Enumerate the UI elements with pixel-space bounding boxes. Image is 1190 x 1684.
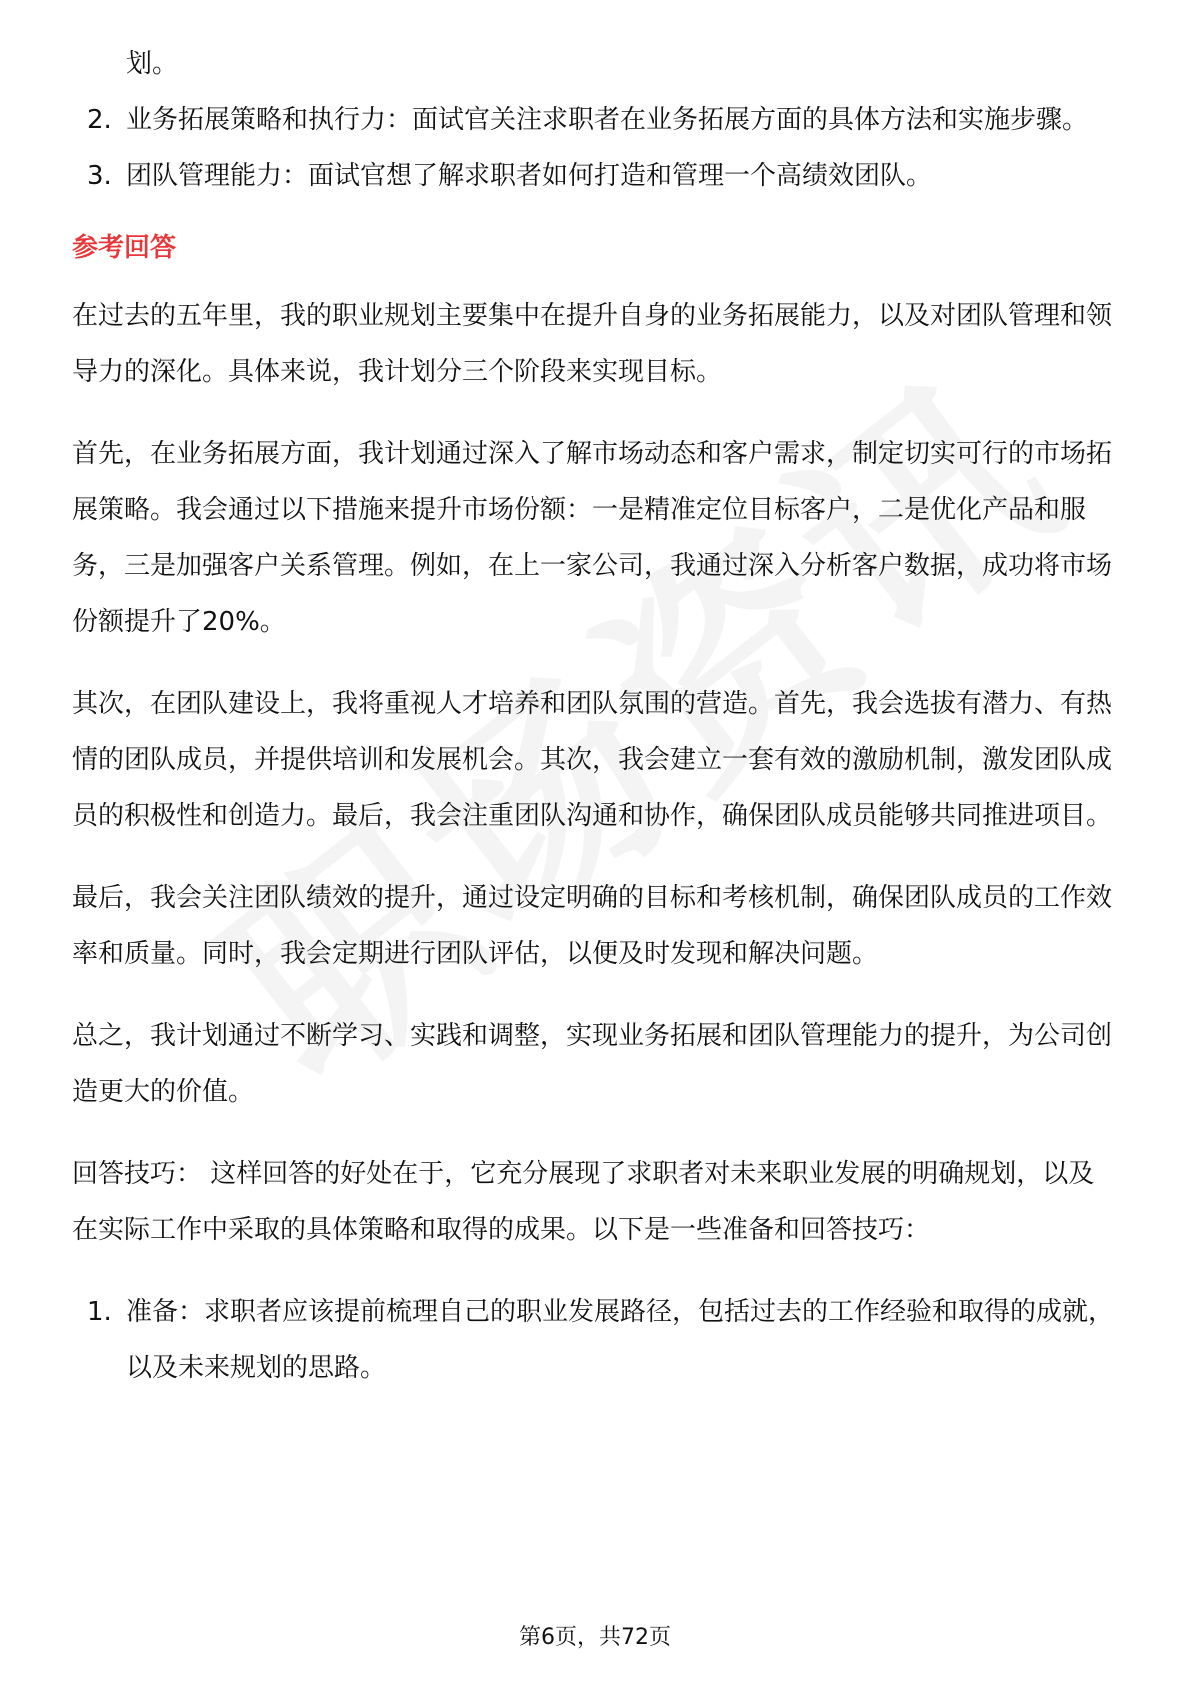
list-number: 1. (87, 1297, 112, 1327)
list-item-text: 团队管理能力：面试官想了解求职者如何打造和管理一个高绩效团队。 (126, 161, 933, 191)
list-number: 3. (87, 161, 112, 191)
list-item-text: 划。 (126, 49, 179, 79)
page-content (72, 40, 1118, 1396)
section-heading: 参考回答 (72, 233, 177, 263)
list-item (72, 1284, 1118, 1396)
paragraph: 最后，我会关注团队绩效的提升，通过设定明确的目标和考核机制，确保团队成员的工作效率和质量。同时，我会定期进行团队评估，以便及时发现和解决问题。 (72, 883, 1113, 969)
paragraph: 首先，在业务拓展方面，我计划通过深入了解市场动态和客户需求，制定切实可行的市场拓展策略。我会通过以下措施来提升市场份额：一是精准定位目标客户，二是优化产品和服务，三是加强客户关系管理。例如，在上一家公司，我通过深入分析客户数据，成功将市场份额提升了20%。 (72, 439, 1113, 637)
paragraph: 其次，在团队建设上，我将重视人才培养和团队氛围的营造。首先，我会选拔有潜力、有热情的团队成员，并提供培训和发展机会。其次，我会建立一套有效的激励机制，激发团队成员的积极性和创造力。最后，我会注重团队沟通和协作，确保团队成员能够共同推进项目。 (72, 689, 1113, 831)
paragraph: 总之，我计划通过不断学习、实践和调整，实现业务拓展和团队管理能力的提升，为公司创造更大的价值。 (72, 1021, 1113, 1107)
list-item-continuation (72, 36, 1118, 92)
list-number: 2. (87, 105, 112, 135)
answer-tips-paragraph: 回答技巧： 这样回答的好处在于，它充分展现了求职者对未来职业发展的明确规划，以及在实际工作中采取的具体策略和取得的成果。以下是一些准备和回答技巧： (72, 1159, 1095, 1245)
list-item-text: 准备：求职者应该提前梳理自己的职业发展路径，包括过去的工作经验和取得的成就，以及未来规划的思路。 (126, 1297, 1115, 1383)
list-item (72, 148, 1118, 204)
page-number-footer: 第6页，共72页 (519, 1625, 671, 1650)
list-item (72, 92, 1118, 148)
paragraph: 在过去的五年里，我的职业规划主要集中在提升自身的业务拓展能力，以及对团队管理和领导力的深化。具体来说，我计划分三个阶段来实现目标。 (72, 301, 1113, 387)
list-item-text: 业务拓展策略和执行力：面试官关注求职者在业务拓展方面的具体方法和实施步骤。 (126, 105, 1089, 135)
